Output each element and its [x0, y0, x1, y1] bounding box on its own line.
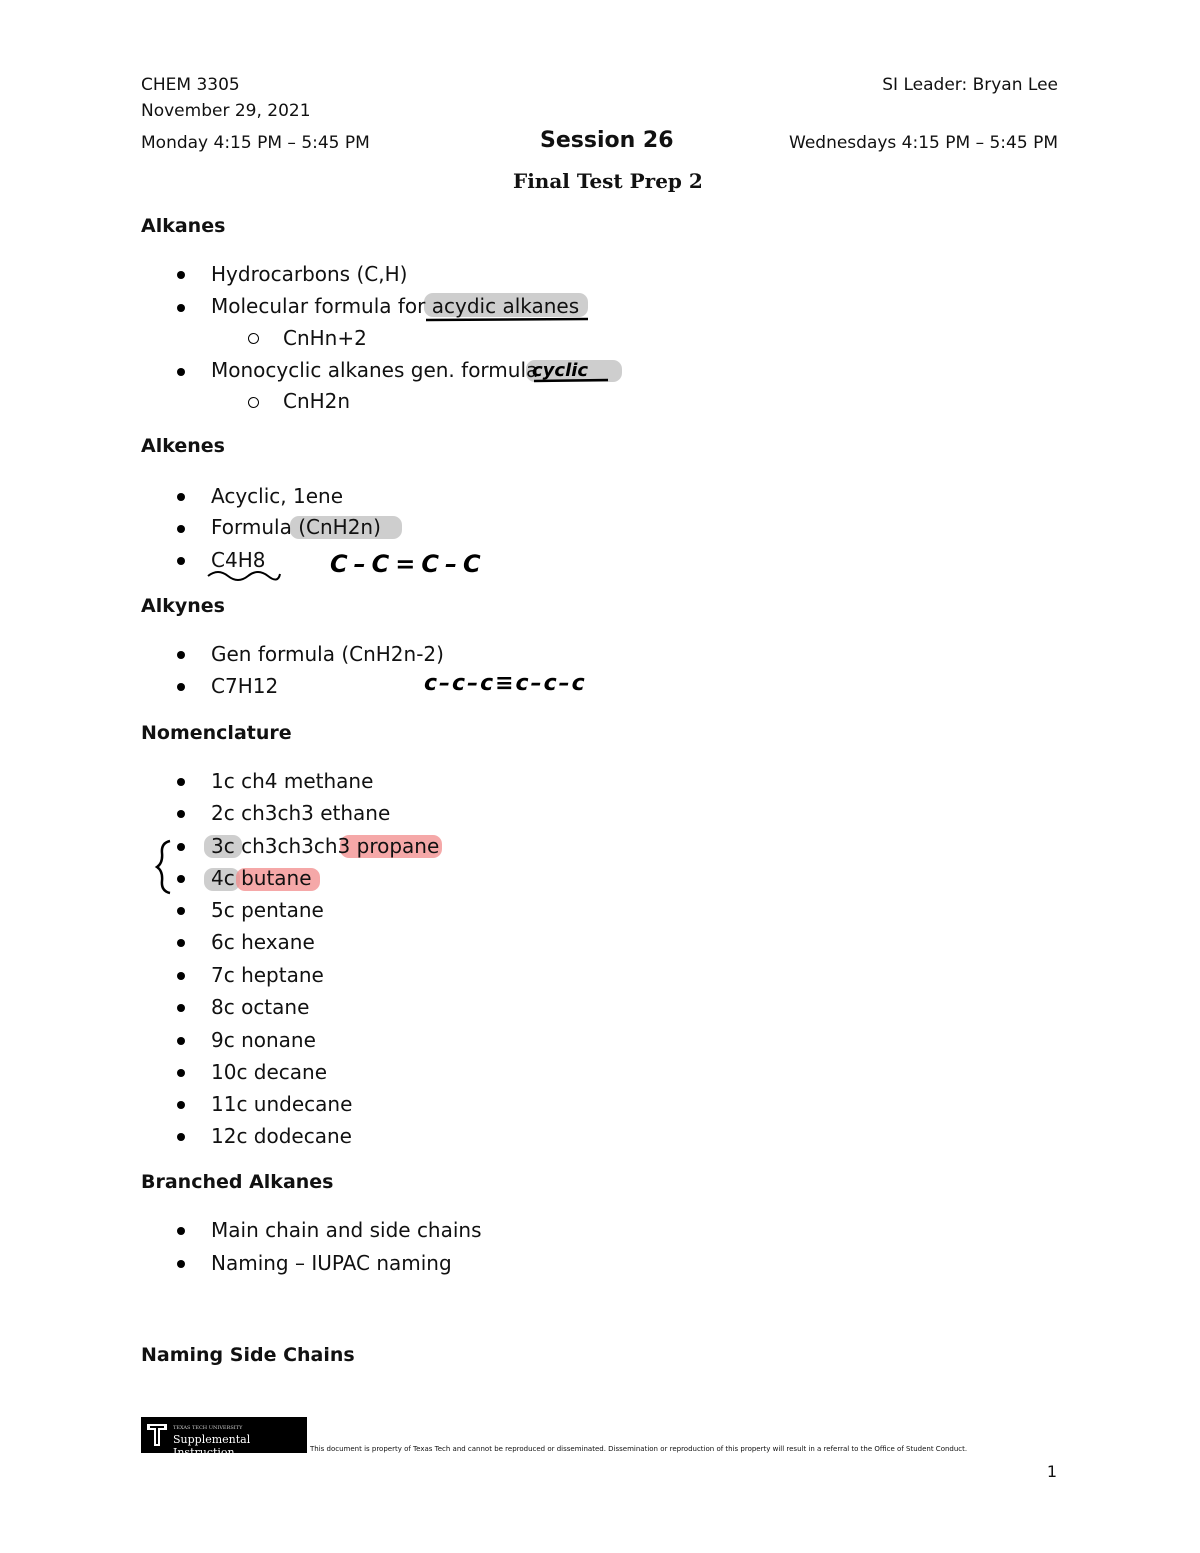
list-item: Naming – IUPAC naming: [211, 1251, 452, 1275]
bullet: [177, 939, 185, 947]
si-leader: SI Leader: Bryan Lee: [882, 75, 1058, 95]
bullet: [177, 972, 185, 980]
list-item: 3c ch3ch3ch3 propane: [211, 834, 440, 858]
bullet: [177, 1133, 185, 1141]
list-item: 2c ch3ch3 ethane: [211, 801, 391, 825]
handwritten-annotation: [528, 356, 618, 386]
list-item: 10c decane: [211, 1060, 328, 1084]
list-item: 11c undecane: [211, 1092, 353, 1116]
bullet: [177, 651, 185, 659]
bullet: [177, 271, 185, 279]
handwritten-structure: [326, 542, 506, 586]
list-item: Main chain and side chains: [211, 1218, 482, 1242]
section-heading-naming-side-chains: Naming Side Chains: [141, 1344, 355, 1366]
footer-disclaimer: This document is property of Texas Tech and cannot be reproduced or disseminated. Dissemination or reproduction of this property will result in a referral to the Office of Student Conduct.: [310, 1445, 968, 1453]
section-heading-alkynes: Alkynes: [141, 595, 225, 617]
logo-university-text: TEXAS TECH UNIVERSITY: [173, 1425, 243, 1431]
monday-time: Monday 4:15 PM – 5:45 PM: [141, 133, 370, 153]
bullet: [177, 525, 185, 533]
wavy-underline-mark: [204, 568, 284, 584]
page-number: 1: [1046, 1462, 1057, 1481]
list-item: Formula (CnH2n): [211, 515, 381, 539]
bullet: [177, 493, 185, 501]
list-item: Acyclic, 1ene: [211, 484, 343, 508]
bullet: [177, 1227, 185, 1235]
bullet: [177, 1069, 185, 1077]
sub-list-item: CnHn+2: [283, 326, 367, 350]
bullet: [177, 304, 185, 312]
course-code: CHEM 3305: [141, 75, 240, 95]
bullet: [177, 1101, 185, 1109]
bullet: [177, 368, 185, 376]
list-item: Molecular formula for acydic alkanes: [211, 294, 580, 318]
wednesday-time: Wednesdays 4:15 PM – 5:45 PM: [789, 133, 1058, 153]
bullet: [177, 1004, 185, 1012]
bullet: [177, 810, 185, 818]
list-item: 6c hexane: [211, 930, 315, 954]
section-heading-alkenes: Alkenes: [141, 435, 225, 457]
list-item: 5c pentane: [211, 898, 324, 922]
section-heading-branched-alkanes: Branched Alkanes: [141, 1171, 334, 1193]
list-item: Monocyclic alkanes gen. formula: [211, 358, 539, 382]
handwritten-structure: [420, 662, 640, 700]
bullet: [177, 843, 185, 851]
si-logo: [141, 1417, 307, 1459]
sub-bullet: [248, 333, 259, 344]
list-item: 1c ch4 methane: [211, 769, 374, 793]
underline-mark: [424, 314, 592, 324]
bullet: [177, 907, 185, 915]
section-heading-nomenclature: Nomenclature: [141, 722, 292, 744]
list-item: 12c dodecane: [211, 1124, 352, 1148]
list-item: Gen formula (CnH2n-2): [211, 642, 444, 666]
list-item: C4H8: [211, 548, 266, 572]
list-item: C7H12: [211, 674, 279, 698]
logo-program-text: Supplemental Instruction: [173, 1433, 251, 1459]
brace-mark: [154, 838, 176, 896]
session-date: November 29, 2021: [141, 101, 311, 121]
list-item: Hydrocarbons (C,H): [211, 262, 408, 286]
list-item: 7c heptane: [211, 963, 324, 987]
bullet: [177, 683, 185, 691]
alkyne-structure-text: c–c–c≡c–c–c: [424, 671, 587, 696]
sub-list-item: CnH2n: [283, 389, 351, 413]
cyclic-annotation-text: cyclic: [532, 360, 589, 381]
alkene-structure-text: C–C=C–C: [330, 550, 487, 578]
bullet: [177, 557, 185, 565]
bullet: [177, 1260, 185, 1268]
list-item: 4c butane: [211, 866, 312, 890]
section-heading-alkanes: Alkanes: [141, 215, 226, 237]
sub-bullet: [248, 397, 259, 408]
bullet: [177, 778, 185, 786]
bullet: [177, 1037, 185, 1045]
list-item: 9c nonane: [211, 1028, 316, 1052]
page-subtitle: Final Test Prep 2: [513, 169, 703, 193]
session-title: Session 26: [540, 128, 674, 153]
list-item: 8c octane: [211, 995, 310, 1019]
double-t-icon: [145, 1421, 169, 1449]
bullet: [177, 875, 185, 883]
